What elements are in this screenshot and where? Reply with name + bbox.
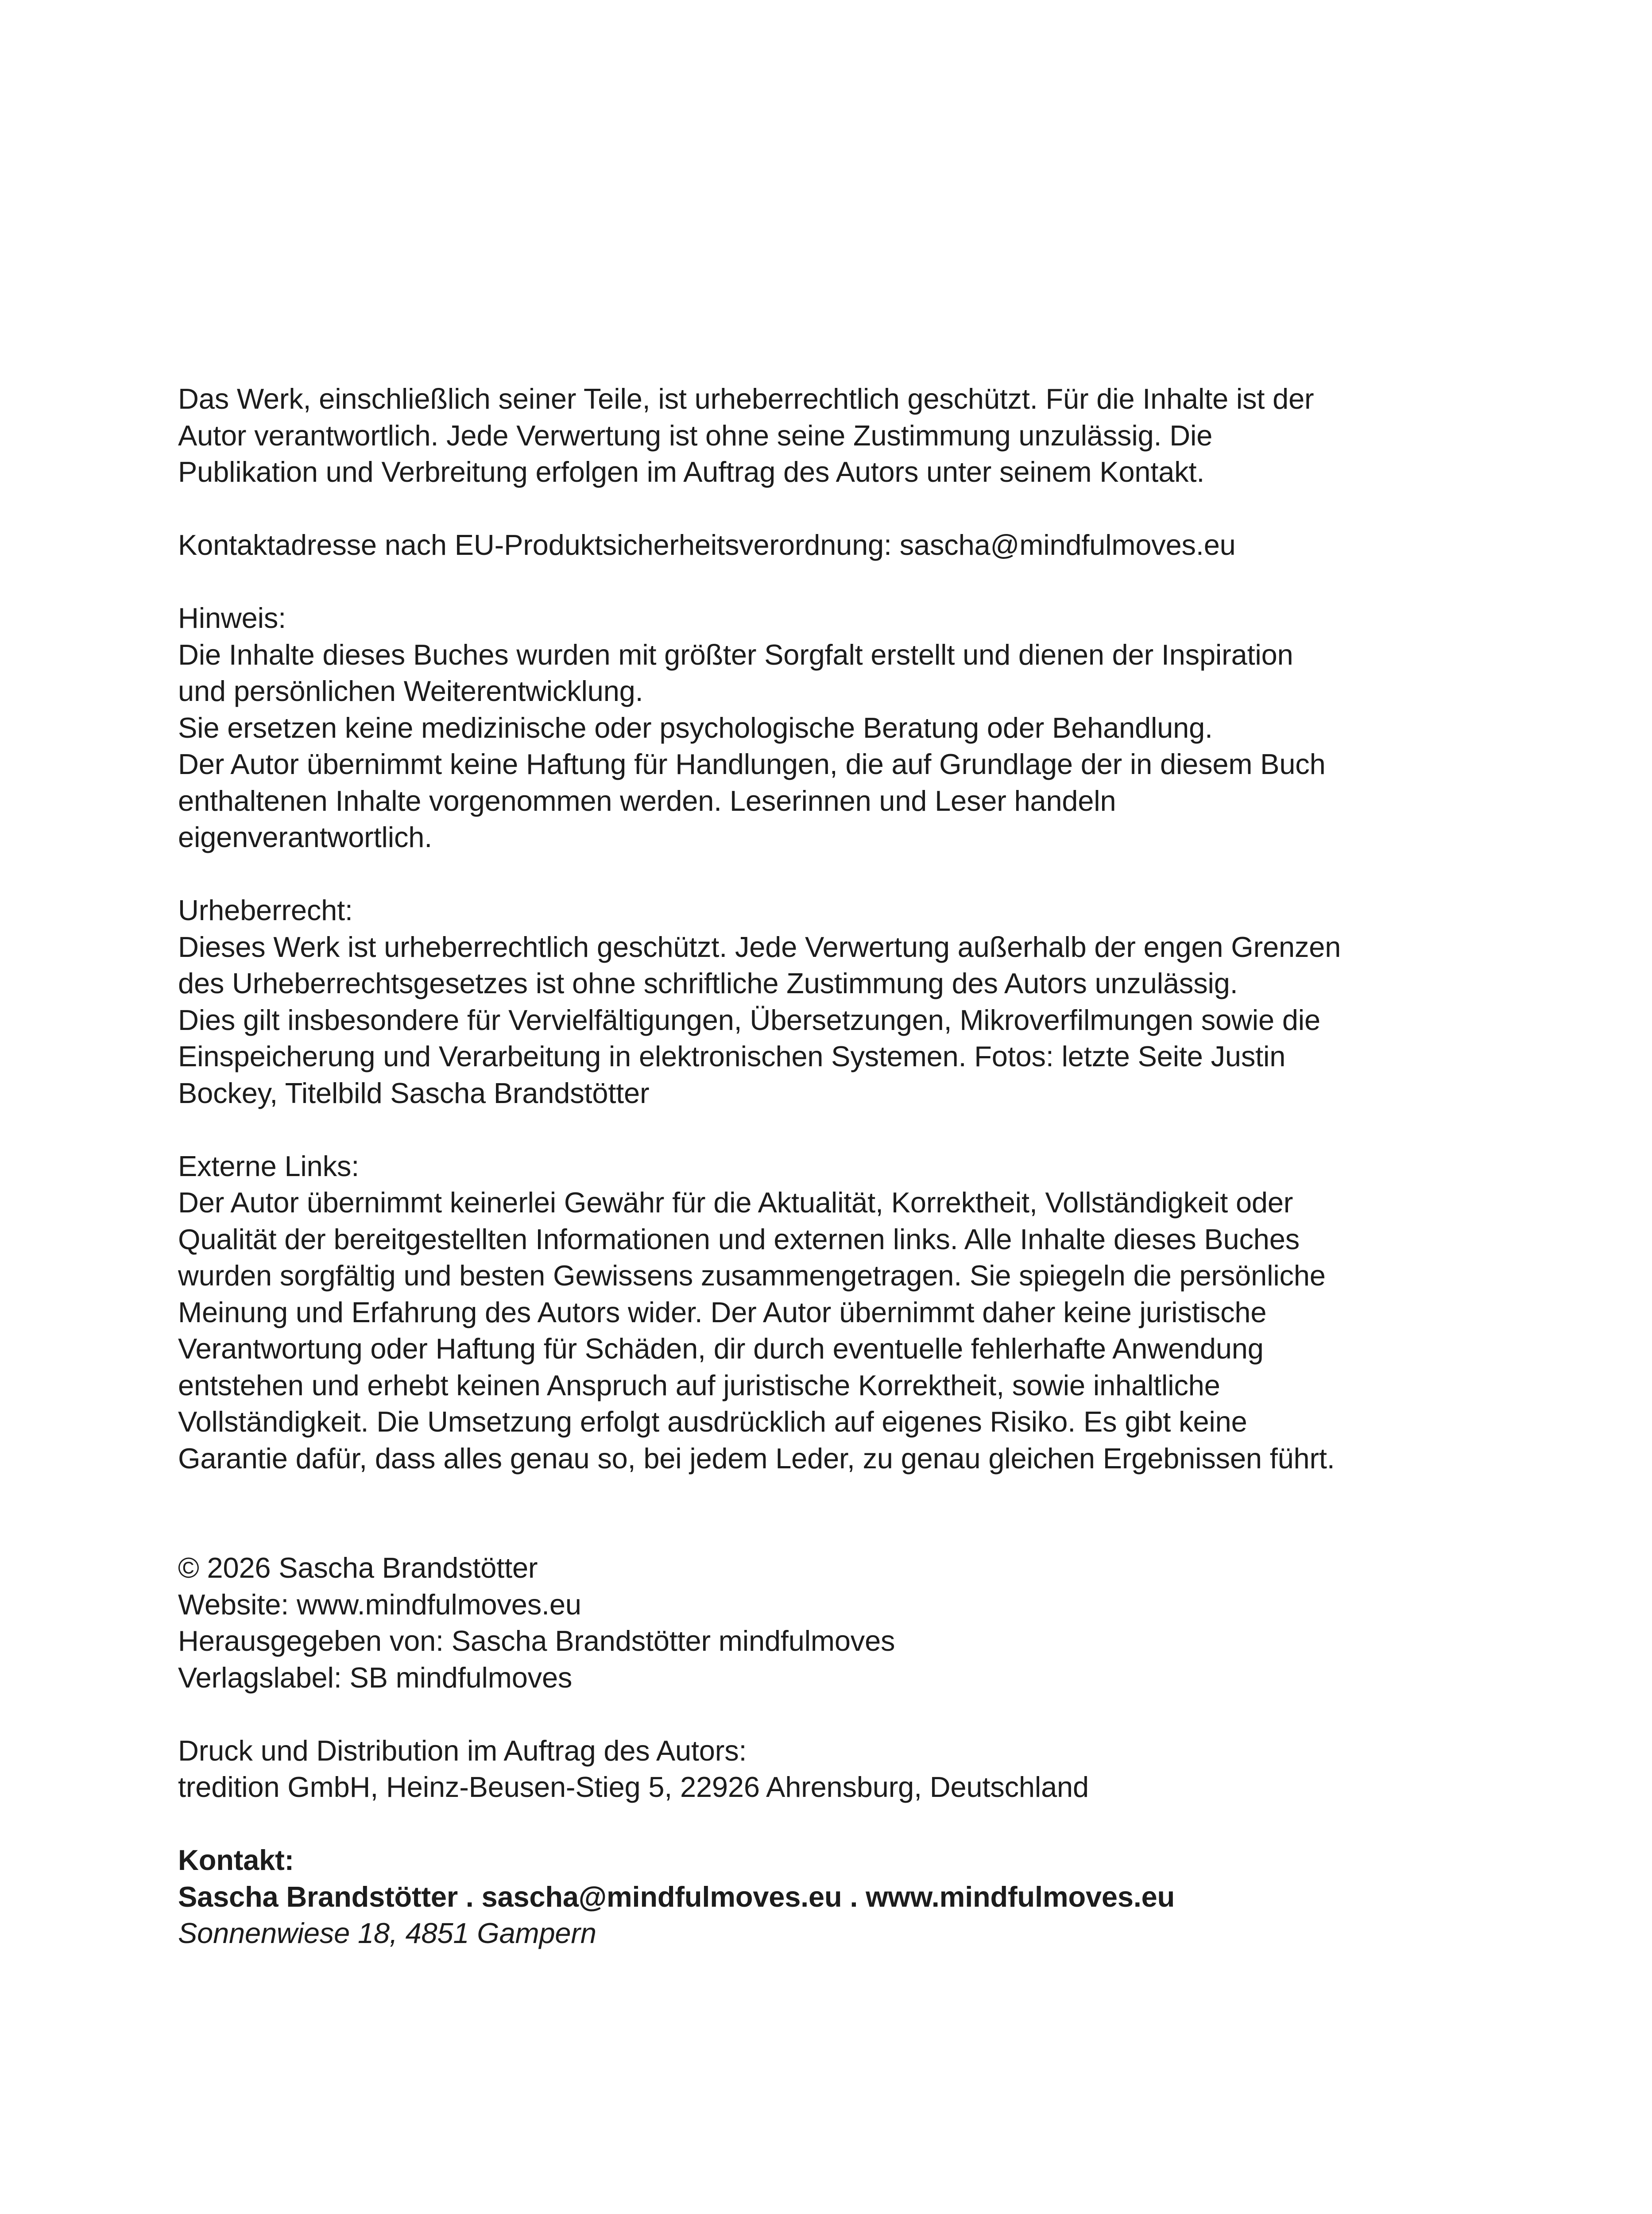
section-heading: Urheberrecht: (178, 894, 353, 926)
website-line: Website: www.mindfulmoves.eu (178, 1588, 581, 1621)
text-line: und persönlichen Weiterentwicklung. (178, 675, 643, 707)
text-line: enthaltenen Inhalte vorgenommen werden. Leserinnen und Leser handeln (178, 784, 1116, 817)
contact-heading: Kontakt: (178, 1844, 294, 1876)
text-line: entstehen und erhebt keinen Anspruch auf juristische Korrektheit, sowie inhaltliche (178, 1369, 1220, 1401)
distribution-block (178, 1733, 1497, 1806)
contact-block (178, 1842, 1497, 1952)
section-urheberrecht (178, 892, 1497, 1111)
imprint-block (178, 1550, 1497, 1696)
text-line: Dies gilt insbesondere für Vervielfältigungen, Übersetzungen, Mikroverfilmungen sowie die (178, 1003, 1320, 1036)
text-line: Kontaktadresse nach EU-Produktsicherheitsverordnung: sascha@mindfulmoves.eu (178, 529, 1236, 561)
distribution-heading: Druck und Distribution im Auftrag des Autors: (178, 1734, 747, 1767)
text-line: eigenverantwortlich. (178, 821, 433, 853)
text-line: Sie ersetzen keine medizinische oder psychologische Beratung oder Behandlung. (178, 711, 1213, 744)
text-line: Publikation und Verbreitung erfolgen im Auftrag des Autors unter seinem Kontakt. (178, 456, 1205, 488)
section-heading: Externe Links: (178, 1150, 360, 1182)
text-line: Garantie dafür, dass alles genau so, bei jedem Leder, zu genau gleichen Ergebnissen führt. (178, 1442, 1335, 1475)
text-line: Einspeicherung und Verarbeitung in elektronischen Systemen. Fotos: letzte Seite Justin (178, 1040, 1286, 1072)
text-line: Der Autor übernimmt keinerlei Gewähr für die Aktualität, Korrektheit, Vollständigkeit oder (178, 1186, 1293, 1219)
text-line: Meinung und Erfahrung des Autors wider. Der Autor übernimmt daher keine juristische (178, 1296, 1267, 1328)
text-line: des Urheberrechtsgesetzes ist ohne schriftliche Zustimmung des Autors unzulässig. (178, 967, 1238, 999)
text-line: Verantwortung oder Haftung für Schäden, dir durch eventuelle fehlerhafte Anwendung (178, 1332, 1264, 1365)
text-line: Autor verantwortlich. Jede Verwertung ist ohne seine Zustimmung unzulässig. Die (178, 419, 1213, 452)
eu-contact-address (178, 527, 1497, 564)
contact-line: Sascha Brandstötter . sascha@mindfulmoves.eu . www.mindfulmoves.eu (178, 1880, 1175, 1913)
text-line: Vollständigkeit. Die Umsetzung erfolgt ausdrücklich auf eigenes Risiko. Es gibt keine (178, 1405, 1247, 1438)
text-line: Das Werk, einschließlich seiner Teile, ist urheberrechtlich geschützt. Für die Inhalte ist der (178, 383, 1314, 415)
publisher-line: Herausgegeben von: Sascha Brandstötter mindfulmoves (178, 1625, 895, 1657)
section-heading: Hinweis: (178, 602, 286, 634)
text-line: Der Autor übernimmt keine Haftung für Handlungen, die auf Grundlage der in diesem Buch (178, 748, 1326, 780)
contact-address: Sonnenwiese 18, 4851 Gampern (178, 1917, 596, 1949)
distribution-address: tredition GmbH, Heinz-Beusen-Stieg 5, 22926 Ahrensburg, Deutschland (178, 1771, 1089, 1803)
text-line: Die Inhalte dieses Buches wurden mit größter Sorgfalt erstellt und dienen der Inspiration (178, 638, 1293, 671)
imprint-text (178, 381, 1497, 1952)
text-line: Bockey, Titelbild Sascha Brandstötter (178, 1076, 650, 1109)
text-line: Qualität der bereitgestellten Informationen und externen links. Alle Inhalte dieses Buches (178, 1223, 1300, 1255)
copyright-line: © 2026 Sascha Brandstötter (178, 1552, 538, 1584)
section-hinweis (178, 600, 1497, 856)
label-line: Verlagslabel: SB mindfulmoves (178, 1661, 573, 1694)
section-externe-links (178, 1148, 1497, 1477)
text-line: wurden sorgfältig und besten Gewissens zusammengetragen. Sie spiegeln die persönliche (178, 1259, 1326, 1292)
text-line: Dieses Werk ist urheberrechtlich geschützt. Jede Verwertung außerhalb der engen Grenzen (178, 930, 1341, 963)
copyright-notice (178, 381, 1497, 491)
